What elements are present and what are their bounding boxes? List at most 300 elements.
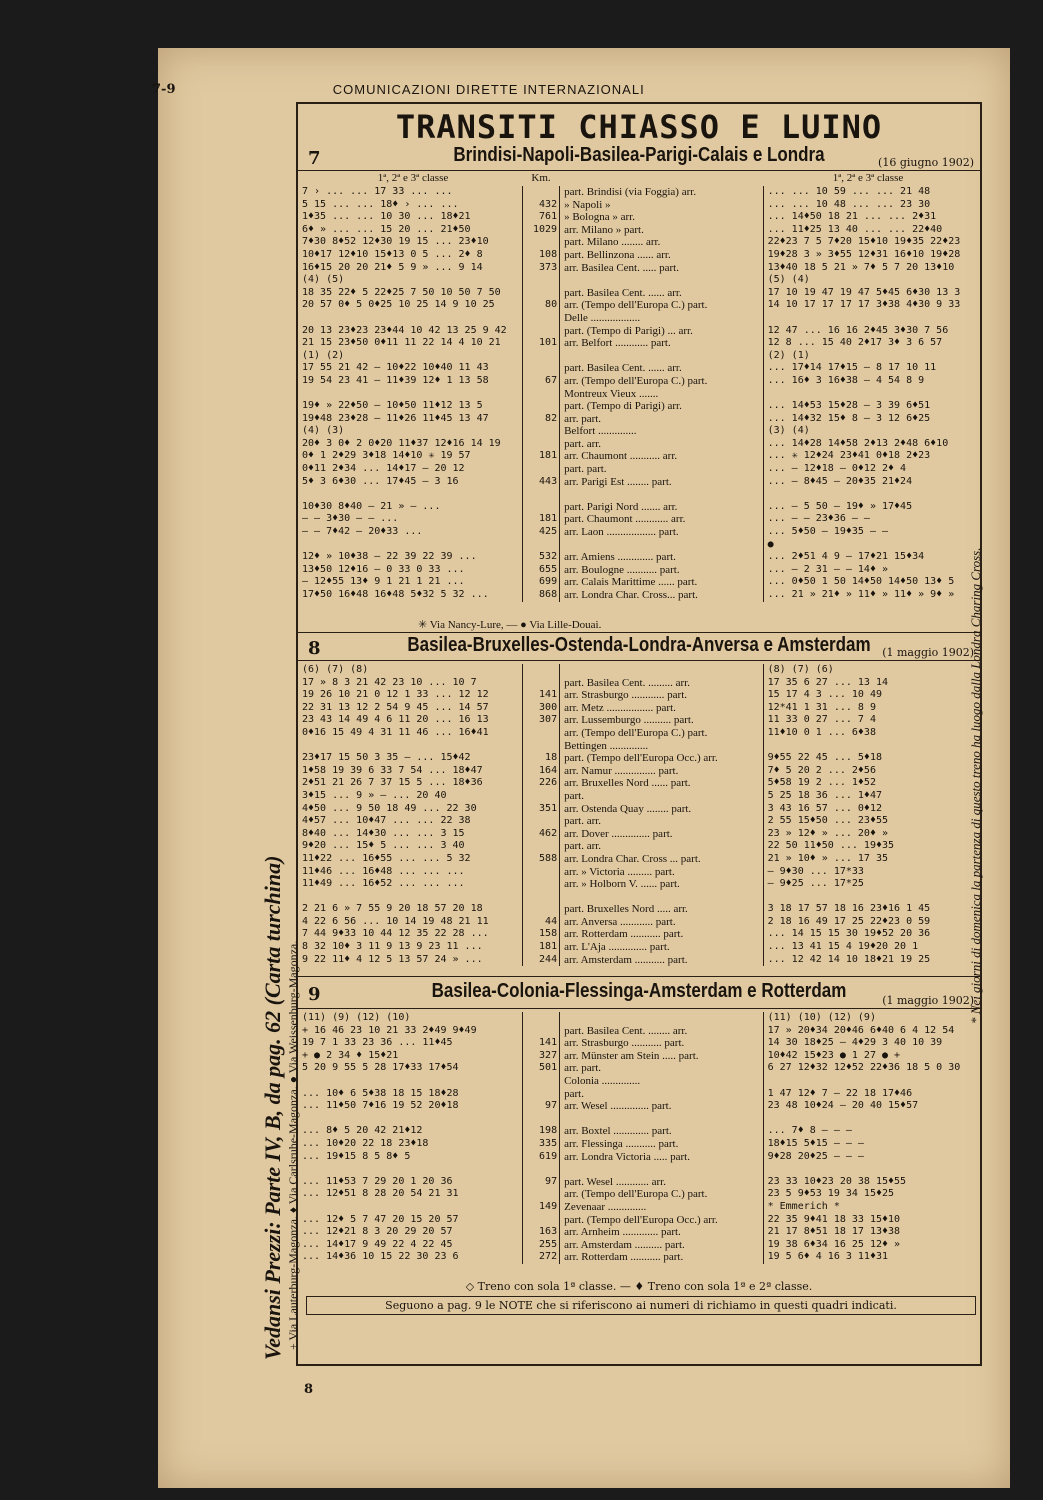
- table-cell: [522, 236, 560, 249]
- table-cell: [560, 539, 763, 552]
- table-row: [302, 400, 978, 413]
- table-row: [302, 1012, 978, 1025]
- table-cell: 17 35 6 27 ... 13 14: [763, 677, 978, 690]
- table-cell: 16♦15 20 20 21♦ 5 9 » ... 9 14: [302, 261, 483, 273]
- table-row: [302, 589, 978, 602]
- table-cell: 7♦30 8♦52 12♦30 19 15 ... 23♦10: [302, 236, 489, 248]
- table-cell: ... 14♦32 15♦ 8 — 3 12 6♦25: [763, 413, 978, 426]
- table-cell: 761: [522, 211, 560, 224]
- table-row: [302, 916, 978, 929]
- table-cell: part. (Tempo dell'Europa Occ.) arr.: [564, 752, 718, 765]
- table-cell: 226: [522, 777, 560, 790]
- table-cell: ... 2♦51 4 9 — 17♦21 15♦34: [763, 551, 978, 564]
- section-9-date: (1 maggio 1902): [882, 994, 974, 1007]
- table-cell: arr. Londra Char. Cross... part.: [564, 589, 698, 601]
- table-cell: ... 21 » 21♦ » 11♦ » 11♦ » 9♦ »: [763, 589, 978, 602]
- table-cell: 5 15 ... ... 18♦ › ... ...: [302, 198, 459, 210]
- table-cell: + 16 46 23 10 21 33 2♦49 9♦49: [302, 1024, 477, 1036]
- table-cell: 17 » 20♦34 20♦46 6♦40 6 4 12 54: [763, 1025, 978, 1038]
- table-cell: 9♦20 ... 15♦ 5 ... ... 3 40: [302, 840, 465, 852]
- table-cell: [302, 1201, 522, 1214]
- section-8-table: [302, 664, 978, 966]
- section-7-number: 7: [308, 148, 321, 169]
- table-cell: arr. (Tempo dell'Europa C.) part.: [564, 374, 708, 387]
- table-row: [302, 199, 978, 212]
- table-cell: arr. (Tempo dell'Europa C.) part.: [564, 726, 708, 739]
- table-cell: ... 0♦50 1 50 14♦50 14♦50 13♦ 5: [763, 576, 978, 589]
- table-row: [302, 337, 978, 350]
- table-row: [302, 1239, 978, 1252]
- table-cell: [522, 438, 560, 451]
- table-cell: [763, 1163, 978, 1176]
- table-cell: arr. Laon .................. part.: [564, 526, 679, 539]
- section-9-table: [302, 1012, 978, 1264]
- table-cell: 22♦23 7 5 7♦20 15♦10 19♦35 22♦23: [763, 236, 978, 249]
- table-cell: [522, 488, 560, 501]
- table-cell: 335: [522, 1138, 560, 1151]
- table-cell: — 12♦55 13♦ 9 1 21 1 21 ...: [302, 576, 465, 588]
- table-row: [302, 501, 978, 514]
- table-cell: Colonia ..............: [564, 1074, 641, 1087]
- table-row: [302, 539, 978, 552]
- table-cell: [560, 274, 763, 287]
- table-row: [302, 727, 978, 740]
- table-row: [302, 1050, 978, 1063]
- section-9-rule-top: [298, 976, 980, 977]
- table-cell: (1) (2): [302, 349, 345, 361]
- table-cell: 655: [522, 564, 560, 577]
- table-cell: arr. Ostenda Quay ........ part.: [564, 802, 692, 815]
- table-cell: 97: [522, 1100, 560, 1113]
- section-7-class-header: [302, 172, 978, 185]
- table-cell: [522, 740, 560, 753]
- table-row: [302, 1125, 978, 1138]
- table-row: [302, 262, 978, 275]
- table-cell: 1029: [522, 224, 560, 237]
- table-cell: [560, 1163, 763, 1176]
- table-cell: 17 55 21 42 — 10♦22 10♦40 11 43: [302, 362, 489, 374]
- table-cell: [522, 350, 560, 363]
- table-row: [302, 1226, 978, 1239]
- table-cell: [522, 312, 560, 325]
- table-cell: 462: [522, 828, 560, 841]
- table-cell: ... — 5 50 — 19♦ » 17♦45: [763, 501, 978, 514]
- table-cell: (8) (7) (6): [763, 664, 978, 677]
- table-cell: (11) (10) (12) (9): [763, 1012, 978, 1025]
- table-cell: [560, 1012, 763, 1025]
- table-cell: [522, 539, 560, 552]
- table-cell: 18 35 22♦ 5 22♦25 7 50 10 50 7 50: [302, 286, 501, 298]
- table-cell: [763, 891, 978, 904]
- table-cell: [302, 1163, 522, 1176]
- table-cell: ... 12♦21 8 3 20 29 20 57: [302, 1226, 453, 1238]
- table-cell: 432: [522, 199, 560, 212]
- table-cell: ... 8♦ 5 20 42 21♦12: [302, 1125, 423, 1137]
- table-row: [302, 1113, 978, 1126]
- table-cell: ... 10♦20 22 18 23♦18: [302, 1137, 429, 1149]
- table-row: [302, 1037, 978, 1050]
- table-cell: part. arr.: [564, 815, 602, 828]
- table-cell: arr. Calais Marittime ...... part.: [564, 576, 698, 589]
- table-cell: 10♦30 8♦40 — 21 » — ...: [302, 500, 441, 512]
- table-cell: [763, 388, 978, 401]
- section-7-rule: [298, 170, 980, 171]
- table-row: [302, 438, 978, 451]
- section-9-number: 9: [308, 984, 321, 1005]
- table-cell: 532: [522, 551, 560, 564]
- table-cell: arr. Milano » part.: [564, 223, 644, 236]
- table-row: [302, 1201, 978, 1214]
- table-row: [302, 1151, 978, 1164]
- table-cell: 7 44 9♦33 10 44 12 35 22 28 ...: [302, 928, 489, 940]
- table-cell: [522, 664, 560, 677]
- table-row: [302, 840, 978, 853]
- table-cell: 23 33 10♦23 20 38 15♦55: [763, 1176, 978, 1189]
- table-cell: 20♦ 3 0♦ 2 0♦20 11♦37 12♦16 14 19: [302, 437, 501, 449]
- footnote-notes: Seguono a pag. 9 le NOTE che si riferiscono ai numeri di richiamo in questi quadri indicati.: [306, 1296, 976, 1315]
- table-cell: 13♦40 18 5 21 » 7♦ 5 7 20 13♦10: [763, 262, 978, 275]
- table-cell: part. Bellinzona ...... arr.: [564, 248, 671, 261]
- table-cell: 501: [522, 1062, 560, 1075]
- table-cell: part. (Tempo di Parigi) ... arr.: [564, 324, 693, 337]
- table-row: [302, 299, 978, 312]
- table-cell: arr. Rotterdam ........... part.: [564, 1251, 684, 1264]
- sidebar-left-note: + Via Lauterburg-Magonza. ♦ Via Carlsruhe-Magonza. ● Via Weissenburg-Magonza.: [286, 940, 300, 1350]
- table-cell: 20 13 23♦23 23♦44 10 42 13 25 9 42: [302, 324, 507, 336]
- table-cell: [522, 425, 560, 438]
- table-cell: [522, 903, 560, 916]
- table-row: [302, 1251, 978, 1264]
- table-cell: (4) (3): [302, 425, 345, 437]
- table-cell: arr. Dover .............. part.: [564, 827, 673, 840]
- table-cell: 307: [522, 714, 560, 727]
- table-row: [302, 853, 978, 866]
- table-cell: 300: [522, 702, 560, 715]
- table-cell: 20 57 0♦ 5 0♦25 10 25 14 9 10 25: [302, 299, 495, 311]
- table-row: [302, 815, 978, 828]
- table-cell: 17 10 19 47 19 47 5♦45 6♦30 13 3: [763, 287, 978, 300]
- table-cell: arr. Amsterdam ........... part.: [564, 953, 688, 966]
- section-8-rule-top: [298, 632, 980, 633]
- table-row: [302, 211, 978, 224]
- table-cell: arr. Amiens ............. part.: [564, 551, 676, 564]
- section-7-table: [302, 186, 978, 602]
- table-cell: 15 17 4 3 ... 10 49: [763, 689, 978, 702]
- table-cell: ... — 8♦45 — 20♦35 21♦24: [763, 476, 978, 489]
- table-cell: arr. Basilea Cent. ..... part.: [564, 261, 679, 274]
- table-cell: + ● 2 34 ♦ 15♦21: [302, 1049, 399, 1061]
- table-cell: (6) (7) (8): [302, 664, 369, 675]
- table-cell: 9♦28 20♦25 — — —: [763, 1151, 978, 1164]
- table-row: [302, 664, 978, 677]
- table-cell: part. Chaumont ............ arr.: [564, 513, 686, 526]
- table-cell: 8♦40 ... 14♦30 ... ... 3 15: [302, 827, 465, 839]
- table-cell: 2 18 16 49 17 25 22♦23 0 59: [763, 916, 978, 929]
- table-cell: part. Milano ........ arr.: [564, 236, 661, 249]
- table-cell: 11 33 0 27 ... 7 4: [763, 714, 978, 727]
- table-cell: [522, 1113, 560, 1126]
- table-cell: 5♦ 3 6♦30 ... 17♦45 — 3 16: [302, 475, 459, 487]
- table-row: [302, 765, 978, 778]
- table-row: [302, 777, 978, 790]
- table-cell: 1 47 12♦ 7 — 22 18 17♦46: [763, 1088, 978, 1101]
- table-cell: arr. Amsterdam .......... part.: [564, 1238, 685, 1251]
- table-cell: [560, 350, 763, 363]
- table-cell: [522, 1188, 560, 1201]
- table-cell: 0♦11 2♦34 ... 14♦17 — 20 12: [302, 463, 465, 475]
- table-row: [302, 1176, 978, 1189]
- table-cell: ... — — 23♦36 — —: [763, 513, 978, 526]
- table-cell: [522, 1088, 560, 1101]
- table-row: [302, 488, 978, 501]
- table-cell: Delle ..................: [564, 311, 641, 324]
- table-cell: Belfort ..............: [564, 425, 637, 438]
- table-row: [302, 564, 978, 577]
- table-cell: [302, 388, 522, 401]
- table-cell: 11♦22 ... 16♦55 ... ... 5 32: [302, 852, 471, 864]
- table-cell: — 9♦25 ... 17*25: [763, 878, 978, 891]
- table-cell: [763, 312, 978, 325]
- running-title: COMUNICAZIONI DIRETTE INTERNAZIONALI: [332, 82, 645, 97]
- table-cell: 6 27 12♦32 12♦52 22♦36 18 5 0 30: [763, 1062, 978, 1075]
- table-cell: ... — 2 31 — — 14♦ »: [763, 564, 978, 577]
- table-cell: 164: [522, 765, 560, 778]
- table-cell: 158: [522, 928, 560, 941]
- table-row: [302, 463, 978, 476]
- table-cell: [522, 1012, 560, 1025]
- table-row: [302, 1062, 978, 1075]
- table-cell: [302, 740, 522, 753]
- table-cell: 19♦28 3 » 3♦55 12♦31 16♦10 19♦28: [763, 249, 978, 262]
- table-row: [302, 312, 978, 325]
- class-right-label: 1ª, 2ª e 3ª classe: [832, 172, 904, 184]
- table-row: [302, 413, 978, 426]
- table-cell: 699: [522, 576, 560, 589]
- table-cell: part. arr.: [564, 840, 602, 853]
- table-cell: arr. Parigi Est ........ part.: [564, 475, 672, 488]
- table-cell: arr. Strasburgo ............ part.: [564, 689, 688, 702]
- table-cell: ... 14♦36 10 15 22 30 23 6: [302, 1251, 459, 1263]
- table-row: [302, 903, 978, 916]
- table-cell: [763, 1075, 978, 1088]
- table-cell: part. Wesel ............ arr.: [564, 1175, 666, 1188]
- table-cell: ... 11♦25 13 40 ... ... 22♦40: [763, 224, 978, 237]
- table-cell: arr. part.: [564, 412, 602, 425]
- table-cell: ... 14♦28 14♦58 2♦13 2♦48 6♦10: [763, 438, 978, 451]
- table-cell: 108: [522, 249, 560, 262]
- table-cell: 8 32 10♦ 3 11 9 13 9 23 11 ...: [302, 941, 483, 953]
- table-cell: 373: [522, 262, 560, 275]
- table-cell: 19 5 6♦ 4 16 3 11♦31: [763, 1251, 978, 1264]
- section-8-date: (1 maggio 1902): [882, 646, 974, 659]
- table-cell: [560, 488, 763, 501]
- table-cell: [302, 1113, 522, 1126]
- table-cell: 22 31 13 12 2 54 9 45 ... 14 57: [302, 701, 489, 713]
- table-cell: arr. Londra Char. Cross ... part.: [564, 852, 701, 865]
- table-cell: (11) (9) (12) (10): [302, 1012, 411, 1023]
- table-cell: part. Bruxelles Nord ..... arr.: [564, 903, 688, 916]
- table-cell: arr. Boxtel ............. part.: [564, 1125, 672, 1138]
- table-cell: [522, 1025, 560, 1038]
- table-cell: 2 21 6 » 7 55 9 20 18 57 20 18: [302, 903, 483, 915]
- table-cell: [522, 388, 560, 401]
- table-cell: [522, 400, 560, 413]
- table-cell: 19 54 23 41 — 11♦39 12♦ 1 13 58: [302, 374, 489, 386]
- table-cell: ... 12♦ 5 7 47 20 15 20 57: [302, 1213, 459, 1225]
- class-left-label: 1ª, 2ª e 3ª classe: [377, 172, 449, 184]
- table-cell: 23 » 12♦ » ... 20♦ »: [763, 828, 978, 841]
- table-cell: » Napoli »: [564, 198, 611, 211]
- table-row: [302, 375, 978, 388]
- table-row: [302, 866, 978, 879]
- table-cell: 1♦58 19 39 6 33 7 54 ... 18♦47: [302, 764, 483, 776]
- table-cell: 21 17 8♦51 18 17 13♦38: [763, 1226, 978, 1239]
- table-cell: 0♦ 1 2♦29 3♦18 14♦10 ✳ 19 57: [302, 450, 471, 462]
- sidebar-left-text: Vedansi Prezzi: Parte IV, B, da pag. 62 (Carta turchina): [260, 855, 285, 1360]
- table-cell: ... 12 42 14 10 18♦21 19 25: [763, 954, 978, 967]
- table-row: [302, 702, 978, 715]
- table-cell: [302, 1075, 522, 1088]
- table-cell: ... ✳ 12♦24 23♦41 0♦18 2♦23: [763, 450, 978, 463]
- table-cell: 14 30 18♦25 — 4♦29 3 40 10 39: [763, 1037, 978, 1050]
- table-cell: 23 48 10♦24 — 20 40 15♦57: [763, 1100, 978, 1113]
- section-7-via-note: ✳ Via Nancy-Lure, — ● Via Lille-Douai.: [418, 619, 602, 631]
- table-cell: 181: [522, 450, 560, 463]
- table-cell: 80: [522, 299, 560, 312]
- table-row: [302, 928, 978, 941]
- table-cell: Zevenaar ..............: [564, 1200, 647, 1213]
- table-cell: 19 7 1 33 23 36 ... 11♦45: [302, 1037, 453, 1049]
- table-cell: ... 14♦50 18 21 ... ... 2♦31: [763, 211, 978, 224]
- table-cell: [522, 1163, 560, 1176]
- table-cell: part. Basilea Cent. ........ arr.: [564, 1024, 688, 1037]
- table-cell: 619: [522, 1151, 560, 1164]
- table-cell: arr. Belfort ............ part.: [564, 337, 671, 350]
- table-cell: [522, 866, 560, 879]
- table-row: [302, 362, 978, 375]
- table-cell: — 9♦30 ... 17*33: [763, 866, 978, 879]
- table-cell: arr. Boulogne ........... part.: [564, 563, 680, 576]
- table-cell: part. (Tempo di Parigi) arr.: [564, 400, 682, 413]
- table-cell: 351: [522, 803, 560, 816]
- table-row: [302, 941, 978, 954]
- table-cell: 149: [522, 1201, 560, 1214]
- table-cell: arr. Wesel .............. part.: [564, 1100, 672, 1113]
- table-cell: arr. Münster am Stein ..... part.: [564, 1049, 699, 1062]
- section-9-rule: [298, 1008, 980, 1009]
- table-cell: 2 55 15♦50 ... 23♦55: [763, 815, 978, 828]
- table-cell: — — 3♦30 — — ...: [302, 513, 399, 525]
- table-cell: [522, 501, 560, 514]
- table-cell: 3 18 17 57 18 16 23♦16 1 45: [763, 903, 978, 916]
- table-cell: 1♦35 ... ... 10 30 ... 18♦21: [302, 211, 471, 223]
- table-cell: ... 14♦53 15♦28 — 3 39 6♦51: [763, 400, 978, 413]
- table-cell: — — 7♦42 — 20♦33 ...: [302, 526, 423, 538]
- table-cell: ... 12♦51 8 28 20 54 21 31: [302, 1188, 459, 1200]
- table-row: [302, 891, 978, 904]
- table-cell: arr. Londra Victoria ..... part.: [564, 1150, 690, 1163]
- page-ref: 7-9: [152, 82, 176, 97]
- table-row: [302, 576, 978, 589]
- table-cell: 327: [522, 1050, 560, 1063]
- table-cell: 10♦42 15♦23 ● 1 27 ● +: [763, 1050, 978, 1063]
- table-cell: (5) (4): [763, 274, 978, 287]
- table-cell: part. part.: [564, 463, 607, 476]
- table-cell: arr. Flessinga ........... part.: [564, 1137, 679, 1150]
- table-cell: ... 16♦ 3 16♦38 — 4 54 8 9: [763, 375, 978, 388]
- running-header: [152, 82, 802, 97]
- table-cell: 141: [522, 1037, 560, 1050]
- table-row: [302, 1138, 978, 1151]
- table-cell: 19♦48 23♦28 — 11♦26 11♦45 13 47: [302, 412, 489, 424]
- table-cell: ... 11♦53 7 29 20 1 20 36: [302, 1175, 453, 1187]
- table-cell: » Bologna » arr.: [564, 211, 635, 224]
- table-cell: (2) (1): [763, 350, 978, 363]
- table-cell: 12 8 ... 15 40 2♦17 3♦ 3 6 57: [763, 337, 978, 350]
- table-cell: 21 » 10♦ » ... 17 35: [763, 853, 978, 866]
- table-cell: [522, 840, 560, 853]
- table-cell: 425: [522, 526, 560, 539]
- table-row: [302, 476, 978, 489]
- table-row: [302, 714, 978, 727]
- table-cell: 23 43 14 49 4 6 11 20 ... 16 13: [302, 714, 489, 726]
- table-row: [302, 249, 978, 262]
- table-cell: 181: [522, 941, 560, 954]
- section-7-subtitle: Brindisi-Napoli-Basilea-Parigi-Calais e Londra: [453, 144, 825, 166]
- table-cell: [302, 488, 522, 501]
- table-cell: [522, 1214, 560, 1227]
- table-row: [302, 236, 978, 249]
- table-row: [302, 1088, 978, 1101]
- table-cell: ... ... 10 59 ... ... 21 48: [763, 186, 978, 199]
- table-cell: 198: [522, 1125, 560, 1138]
- table-row: [302, 689, 978, 702]
- table-cell: [522, 727, 560, 740]
- table-row: [302, 752, 978, 765]
- table-cell: 141: [522, 689, 560, 702]
- table-cell: 19 26 10 21 0 12 1 33 ... 12 12: [302, 689, 489, 701]
- table-cell: 244: [522, 954, 560, 967]
- table-cell: 5 20 9 55 5 28 17♦33 17♦54: [302, 1062, 459, 1074]
- table-cell: 3♦15 ... 9 » — ... 20 40: [302, 789, 447, 801]
- table-cell: ... 19♦15 8 5 8♦ 5: [302, 1150, 411, 1162]
- table-cell: ... 7♦ 8 — — —: [763, 1125, 978, 1138]
- table-cell: ●: [763, 539, 978, 552]
- table-cell: arr. part.: [564, 1062, 602, 1075]
- table-cell: arr. Arnheim ............. part.: [564, 1226, 681, 1239]
- table-row: [302, 1214, 978, 1227]
- table-cell: 18: [522, 752, 560, 765]
- table-cell: 12♦ » 10♦38 — 22 39 22 39 ...: [302, 551, 477, 563]
- table-cell: part. arr.: [564, 437, 602, 450]
- table-cell: arr. (Tempo dell'Europa C.) part.: [564, 1188, 708, 1201]
- table-cell: [302, 891, 522, 904]
- table-cell: [522, 186, 560, 199]
- table-cell: 44: [522, 916, 560, 929]
- table-cell: 17♦50 16♦48 16♦48 5♦32 5 32 ...: [302, 589, 489, 600]
- table-cell: [302, 539, 522, 552]
- table-cell: 13♦50 12♦16 — 0 33 0 33 ...: [302, 563, 465, 575]
- table-cell: 4♦50 ... 9 50 18 49 ... 22 30: [302, 802, 477, 814]
- table-row: [302, 828, 978, 841]
- table-cell: [522, 1075, 560, 1088]
- section-7-date: (16 giugno 1902): [878, 156, 974, 169]
- table-row: [302, 224, 978, 237]
- table-row: [302, 287, 978, 300]
- table-cell: 14 10 17 17 17 17 3♦38 4♦30 9 33: [763, 299, 978, 312]
- table-cell: 0♦16 15 49 4 31 11 46 ... 16♦41: [302, 726, 489, 738]
- table-cell: 11♦10 0 1 ... 6♦38: [763, 727, 978, 740]
